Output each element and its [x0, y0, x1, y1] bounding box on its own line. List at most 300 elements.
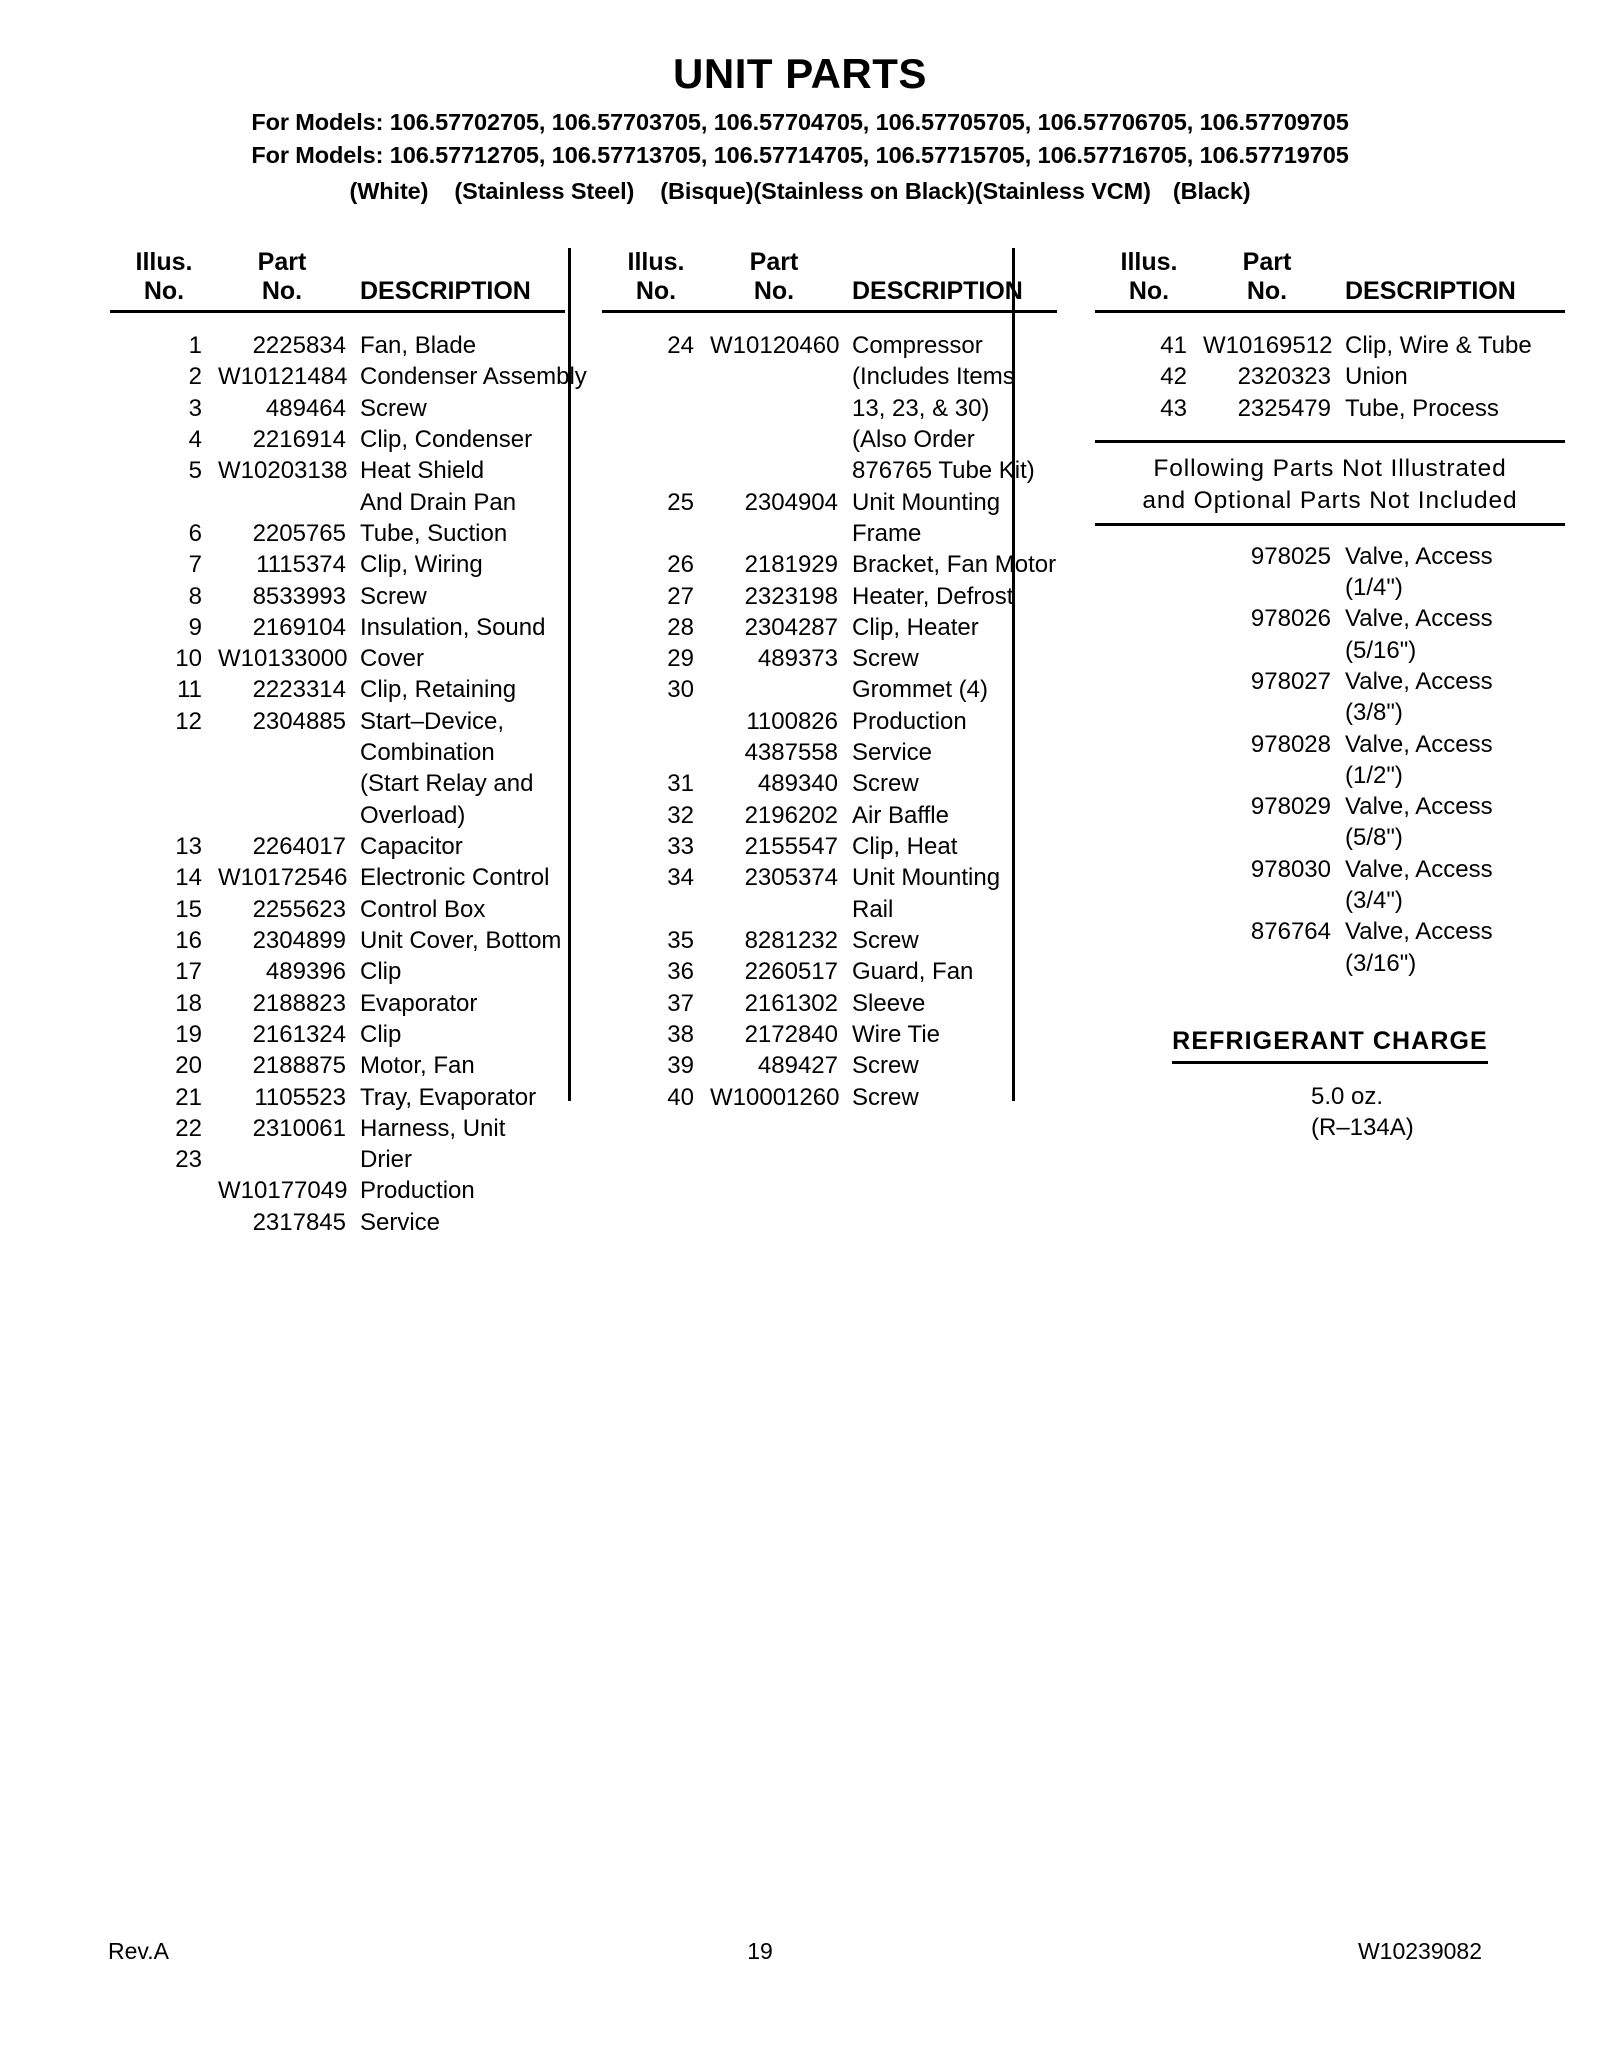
- part-number: [1095, 635, 1331, 666]
- table-row: [110, 737, 565, 768]
- table-row: [602, 768, 1057, 799]
- table-row: [602, 1050, 1057, 1081]
- header-illus-line2: No.: [635, 277, 677, 305]
- illus-number: [602, 706, 710, 737]
- part-number: 2304899: [252, 926, 346, 954]
- table-row: [110, 800, 565, 831]
- not-illustrated-title-line-2: and Optional Parts Not Included: [1142, 486, 1518, 514]
- part-description: Screw: [852, 770, 919, 798]
- illus-number: 42: [1160, 363, 1187, 391]
- table-row: [110, 455, 565, 486]
- illus-number: [602, 424, 710, 455]
- illus-number: 40: [667, 1083, 694, 1111]
- part-number: [1095, 572, 1331, 603]
- finish-legend: [0, 178, 1600, 205]
- part-description: (3/4"): [1345, 887, 1403, 915]
- header-description: DESCRIPTION: [1345, 277, 1516, 305]
- part-number: 876764: [1250, 918, 1331, 946]
- header-description: DESCRIPTION: [360, 277, 531, 305]
- part-description: (3/16"): [1345, 949, 1417, 977]
- part-number: [710, 393, 838, 424]
- models-line-1: For Models: 106.57702705, 106.57703705, 106.57704705, 106.57705705, 106.57706705, 106.57709705: [251, 109, 1349, 136]
- illus-number: 3: [188, 394, 202, 422]
- part-description: Screw: [852, 926, 919, 954]
- table-row: [110, 768, 565, 799]
- illus-number: 23: [175, 1146, 202, 1174]
- column-1-header-rule: [110, 310, 565, 313]
- table-row: [602, 674, 1057, 705]
- illus-number: [110, 1175, 218, 1206]
- part-description: Guard, Fan: [852, 958, 974, 986]
- table-row: [602, 1082, 1057, 1113]
- column-2-rows: [602, 330, 1057, 1113]
- table-row: [602, 612, 1057, 643]
- part-number: [218, 1144, 346, 1175]
- part-description: Combination: [360, 739, 495, 767]
- part-number: 2225834: [252, 332, 346, 359]
- illus-number: 39: [667, 1052, 694, 1080]
- part-number: [218, 768, 346, 799]
- table-row: [110, 1144, 565, 1175]
- part-number: 2169104: [252, 613, 346, 641]
- part-description: Screw: [360, 582, 427, 610]
- part-description: Unit Mounting: [852, 864, 1001, 892]
- part-number: 489396: [265, 958, 346, 986]
- table-row: [602, 988, 1057, 1019]
- table-row: [110, 706, 565, 737]
- illus-number: [602, 361, 710, 392]
- illus-number: [602, 393, 710, 424]
- table-row: [602, 643, 1057, 674]
- part-number: 2205765: [252, 519, 346, 547]
- illus-number: 32: [667, 801, 694, 829]
- part-description: (Includes Items: [852, 363, 1015, 391]
- illus-number: [110, 800, 218, 831]
- table-row: [1095, 635, 1565, 666]
- part-description: Union: [1345, 363, 1408, 391]
- part-number: W10120460: [710, 332, 840, 359]
- part-number: 489427: [757, 1052, 838, 1080]
- part-number: 2181929: [744, 551, 838, 579]
- part-number: 2320323: [1237, 363, 1331, 391]
- column-2-header-rule: [602, 310, 1057, 313]
- illus-number: 13: [175, 833, 202, 860]
- illus-number: [110, 1207, 218, 1238]
- header-part-line2: No.: [1246, 277, 1288, 305]
- finish-stainless-vcm: (Stainless VCM): [974, 177, 1151, 204]
- part-number: W10001260: [710, 1083, 840, 1111]
- illus-number: 38: [667, 1020, 694, 1048]
- illus-number: 34: [667, 864, 694, 892]
- table-row: [1095, 603, 1565, 634]
- illus-number: 6: [188, 519, 202, 547]
- illus-number: 27: [667, 582, 694, 610]
- part-description: Unit Cover, Bottom: [360, 926, 562, 954]
- table-row: [110, 549, 565, 580]
- table-row: [602, 737, 1057, 768]
- part-description: Clip, Heater: [852, 613, 979, 641]
- column-2-header: [602, 248, 1057, 313]
- table-row: [602, 862, 1057, 893]
- part-description: (5/8"): [1345, 824, 1403, 852]
- table-row: [602, 831, 1057, 862]
- part-description: Fan, Blade: [360, 332, 477, 359]
- page-title: UNIT PARTS: [673, 50, 927, 97]
- part-number: 1115374: [256, 551, 346, 579]
- parts-columns: [0, 248, 1600, 1238]
- illus-number: 15: [175, 895, 202, 923]
- illus-number: 26: [667, 551, 694, 579]
- table-row: [602, 487, 1057, 518]
- part-description: Frame: [852, 519, 922, 547]
- table-row: [602, 424, 1057, 455]
- table-row: [110, 643, 565, 674]
- illus-number: 29: [667, 645, 694, 673]
- table-row: [110, 393, 565, 424]
- part-description: Unit Mounting: [852, 488, 1001, 516]
- finish-bisque: (Bisque): [660, 177, 754, 204]
- parts-column-2: [602, 248, 1057, 1238]
- illus-number: 21: [175, 1083, 202, 1111]
- part-number: [218, 737, 346, 768]
- part-number: 2161302: [744, 989, 838, 1017]
- part-number: 2255623: [252, 895, 346, 923]
- part-number: 2325479: [1237, 394, 1331, 422]
- refrigerant-type: (R–134A): [1311, 1114, 1414, 1142]
- part-description: Electronic Control: [360, 864, 550, 892]
- footer-page-number: 19: [747, 1938, 773, 1964]
- table-row: [602, 925, 1057, 956]
- illus-number: 33: [667, 833, 694, 860]
- part-description: 876765 Tube Kit): [852, 457, 1035, 485]
- header-part-line2: No.: [753, 277, 795, 305]
- table-row: [602, 1019, 1057, 1050]
- part-description: Heat Shield: [360, 457, 485, 485]
- table-row: [602, 361, 1057, 392]
- table-row: [602, 455, 1057, 486]
- illus-number: 43: [1160, 394, 1187, 422]
- table-row: [110, 581, 565, 612]
- column-3-header-rule: [1095, 310, 1565, 313]
- part-number: W10169512: [1203, 332, 1333, 359]
- part-description: Tube, Process: [1345, 394, 1499, 422]
- part-description: (5/16"): [1345, 636, 1417, 664]
- part-number: [1095, 822, 1331, 853]
- part-description: Valve, Access: [1345, 542, 1493, 570]
- column-3-header: [1095, 248, 1565, 313]
- part-number: [218, 487, 346, 518]
- page-header: [0, 0, 1600, 205]
- illus-number: 12: [175, 707, 202, 735]
- finish-white: (White): [349, 177, 429, 204]
- part-description: Motor, Fan: [360, 1052, 475, 1080]
- table-row: [1095, 822, 1565, 853]
- part-description: Tube, Suction: [360, 519, 508, 547]
- part-number: 978029: [1250, 793, 1331, 821]
- illus-number: 19: [175, 1020, 202, 1048]
- table-row: [602, 956, 1057, 987]
- table-row: [1095, 330, 1565, 361]
- part-number: 2216914: [252, 425, 346, 453]
- table-row: [110, 424, 565, 455]
- column-3-rows: [1095, 330, 1565, 424]
- part-description: (1/4"): [1345, 573, 1403, 601]
- part-number: 978030: [1250, 855, 1331, 883]
- part-description: 13, 23, & 30): [852, 394, 990, 422]
- illus-number: 1: [188, 332, 202, 359]
- part-description: Screw: [852, 645, 919, 673]
- illus-number: 41: [1160, 332, 1187, 359]
- part-description: (1/2"): [1345, 761, 1403, 789]
- table-row: [110, 894, 565, 925]
- part-description: Tray, Evaporator: [360, 1083, 537, 1111]
- table-row: [110, 487, 565, 518]
- table-row: [110, 518, 565, 549]
- part-description: Screw: [852, 1083, 919, 1111]
- part-description: Service: [852, 739, 933, 767]
- part-number: [710, 894, 838, 925]
- part-description: Cover: [360, 645, 425, 673]
- table-row: [110, 956, 565, 987]
- part-description: Wire Tie: [852, 1020, 941, 1048]
- part-description: Grommet (4): [852, 676, 989, 704]
- not-illustrated-title-line-1: Following Parts Not Illustrated: [1153, 454, 1507, 482]
- part-description: Screw: [852, 1052, 919, 1080]
- table-row: [110, 1113, 565, 1144]
- part-number: 2323198: [744, 582, 838, 610]
- table-row: [1095, 760, 1565, 791]
- illus-number: 5: [188, 457, 202, 485]
- refrigerant-charge-section: [1095, 1027, 1565, 1143]
- part-number: 2188875: [252, 1052, 346, 1080]
- part-number: [1095, 948, 1331, 979]
- part-number: 2188823: [252, 989, 346, 1017]
- illus-number: 14: [175, 864, 202, 892]
- table-row: [110, 862, 565, 893]
- table-row: [1095, 572, 1565, 603]
- table-row: [1095, 854, 1565, 885]
- part-description: Clip, Heat: [852, 833, 958, 860]
- part-number: 2155547: [744, 833, 838, 860]
- part-number: W10133000: [218, 645, 348, 673]
- table-row: [110, 831, 565, 862]
- part-description: Valve, Access: [1345, 855, 1493, 883]
- part-number: 2260517: [744, 958, 838, 986]
- refrigerant-charge-title: REFRIGERANT CHARGE: [1172, 1027, 1488, 1064]
- illus-number: 35: [667, 926, 694, 954]
- part-description: Insulation, Sound: [360, 613, 546, 641]
- table-row: [1095, 541, 1565, 572]
- part-number: 2304287: [744, 613, 838, 641]
- page-footer: [0, 1938, 1600, 1965]
- part-number: [710, 518, 838, 549]
- part-description: Production: [360, 1177, 475, 1205]
- illus-number: [110, 737, 218, 768]
- parts-column-1: [110, 248, 587, 1238]
- part-description: Start–Device,: [360, 707, 505, 735]
- header-part-line2: No.: [261, 277, 303, 305]
- part-number: 2304885: [252, 707, 346, 735]
- part-number: W10172546: [218, 864, 348, 892]
- table-row: [1095, 948, 1565, 979]
- illus-number: 20: [175, 1052, 202, 1080]
- part-description: Clip, Condenser: [360, 425, 533, 453]
- part-description: Production: [852, 707, 967, 735]
- models-line-2: For Models: 106.57712705, 106.57713705, 106.57714705, 106.57715705, 106.57716705, 106.57719705: [251, 141, 1349, 168]
- part-description: Sleeve: [852, 989, 926, 1017]
- table-row: [1095, 361, 1565, 392]
- part-description: (Also Order: [852, 425, 975, 453]
- illus-number: 10: [175, 645, 202, 673]
- part-number: 2310061: [252, 1114, 346, 1142]
- part-number: 978025: [1250, 542, 1331, 570]
- part-description: (Start Relay and: [360, 770, 534, 798]
- table-row: [110, 1082, 565, 1113]
- part-description: (3/8"): [1345, 699, 1403, 727]
- part-number: 2305374: [744, 864, 838, 892]
- illus-number: 24: [667, 332, 694, 359]
- part-number: [1095, 885, 1331, 916]
- illus-number: 2: [188, 363, 202, 391]
- table-row: [1095, 729, 1565, 760]
- part-number: 978027: [1250, 667, 1331, 695]
- finish-stainless-on-black: (Stainless on Black): [753, 177, 975, 204]
- illus-number: 37: [667, 989, 694, 1017]
- part-description: Valve, Access: [1345, 793, 1493, 821]
- part-description: Condenser Assembly: [360, 363, 587, 391]
- part-description: Valve, Access: [1345, 667, 1493, 695]
- column-1-rows: [110, 330, 587, 1238]
- part-number: [710, 455, 838, 486]
- part-number: 489464: [265, 394, 346, 422]
- part-number: W10177049: [218, 1177, 348, 1205]
- illus-number: 17: [175, 958, 202, 986]
- table-row: [602, 800, 1057, 831]
- table-row: [110, 1207, 565, 1238]
- illus-number: [602, 894, 710, 925]
- illus-number: 9: [188, 613, 202, 641]
- part-number: 489340: [757, 770, 838, 798]
- table-row: [602, 581, 1057, 612]
- not-illustrated-rows: [1095, 541, 1565, 979]
- table-row: [110, 330, 565, 361]
- illus-number: 8: [188, 582, 202, 610]
- part-description: Capacitor: [360, 833, 463, 860]
- part-number: 2196202: [744, 801, 838, 829]
- part-number: 1105523: [254, 1083, 346, 1111]
- part-description: Valve, Access: [1345, 730, 1493, 758]
- part-description: Clip, Wire & Tube: [1345, 332, 1532, 359]
- table-row: [602, 894, 1057, 925]
- finish-stainless-steel: (Stainless Steel): [454, 177, 635, 204]
- refrigerant-amount: 5.0 oz.: [1311, 1083, 1384, 1110]
- part-number: 4387558: [744, 739, 838, 767]
- footer-revision: Rev.A: [108, 1938, 169, 1964]
- part-number: 489373: [757, 645, 838, 673]
- part-number: [218, 800, 346, 831]
- not-illustrated-rule-bottom: [1095, 523, 1565, 526]
- footer-document-number: W10239082: [1357, 1938, 1482, 1964]
- table-row: [110, 1050, 565, 1081]
- part-description: Evaporator: [360, 989, 478, 1017]
- table-row: [602, 549, 1057, 580]
- header-illus-line2: No.: [1128, 277, 1170, 305]
- header-illus-line2: No.: [143, 277, 185, 305]
- part-number: 2172840: [744, 1020, 838, 1048]
- illus-number: [602, 518, 710, 549]
- parts-column-3: [1095, 248, 1565, 1238]
- part-description: Clip: [360, 1020, 402, 1048]
- illus-number: 7: [188, 551, 202, 579]
- table-row: [602, 706, 1057, 737]
- part-description: Compressor: [852, 332, 983, 359]
- part-description: Valve, Access: [1345, 605, 1493, 633]
- illus-number: 22: [175, 1114, 202, 1142]
- table-row: [110, 1175, 565, 1206]
- illus-number: [602, 455, 710, 486]
- illus-number: 18: [175, 989, 202, 1017]
- table-row: [602, 518, 1057, 549]
- part-description: Rail: [852, 895, 894, 923]
- table-row: [602, 330, 1057, 361]
- part-description: Valve, Access: [1345, 918, 1493, 946]
- table-row: [1095, 916, 1565, 947]
- part-number: 2161324: [252, 1020, 346, 1048]
- part-number: [710, 361, 838, 392]
- part-number: 978028: [1250, 730, 1331, 758]
- part-description: Service: [360, 1208, 441, 1236]
- table-row: [1095, 885, 1565, 916]
- illus-number: 4: [188, 425, 202, 453]
- part-description: Clip: [360, 958, 402, 986]
- part-number: [1095, 697, 1331, 728]
- part-number: 2264017: [252, 833, 346, 860]
- table-row: [110, 988, 565, 1019]
- part-description: Clip, Wiring: [360, 551, 483, 579]
- header-illus-line1: Illus.: [627, 248, 685, 276]
- part-description: Control Box: [360, 895, 486, 923]
- table-row: [1095, 666, 1565, 697]
- header-illus-line1: Illus.: [135, 248, 193, 276]
- table-row: [602, 393, 1057, 424]
- part-number: 2317845: [252, 1208, 346, 1236]
- part-description: Screw: [360, 394, 427, 422]
- table-row: [110, 361, 587, 392]
- not-illustrated-section: [1095, 440, 1565, 979]
- part-number: 1100826: [746, 707, 838, 735]
- illus-number: 30: [667, 676, 694, 704]
- part-number: W10121484: [218, 363, 348, 391]
- table-row: [1095, 791, 1565, 822]
- part-description: And Drain Pan: [360, 488, 517, 516]
- table-row: [1095, 697, 1565, 728]
- part-number: 2223314: [252, 676, 346, 704]
- part-number: 8533993: [252, 582, 346, 610]
- illus-number: 11: [177, 676, 202, 704]
- part-number: W10203138: [218, 457, 348, 485]
- part-description: Clip, Retaining: [360, 676, 517, 704]
- header-part-line1: Part: [257, 248, 307, 276]
- part-description: Bracket, Fan Motor: [852, 551, 1057, 579]
- table-row: [110, 925, 565, 956]
- refrigerant-charge-values: [1095, 1081, 1565, 1143]
- table-row: [110, 1019, 565, 1050]
- illus-number: 31: [667, 770, 694, 798]
- illus-number: [602, 737, 710, 768]
- illus-number: 16: [175, 926, 202, 954]
- header-part-line1: Part: [749, 248, 799, 276]
- part-number: 2304904: [744, 488, 838, 516]
